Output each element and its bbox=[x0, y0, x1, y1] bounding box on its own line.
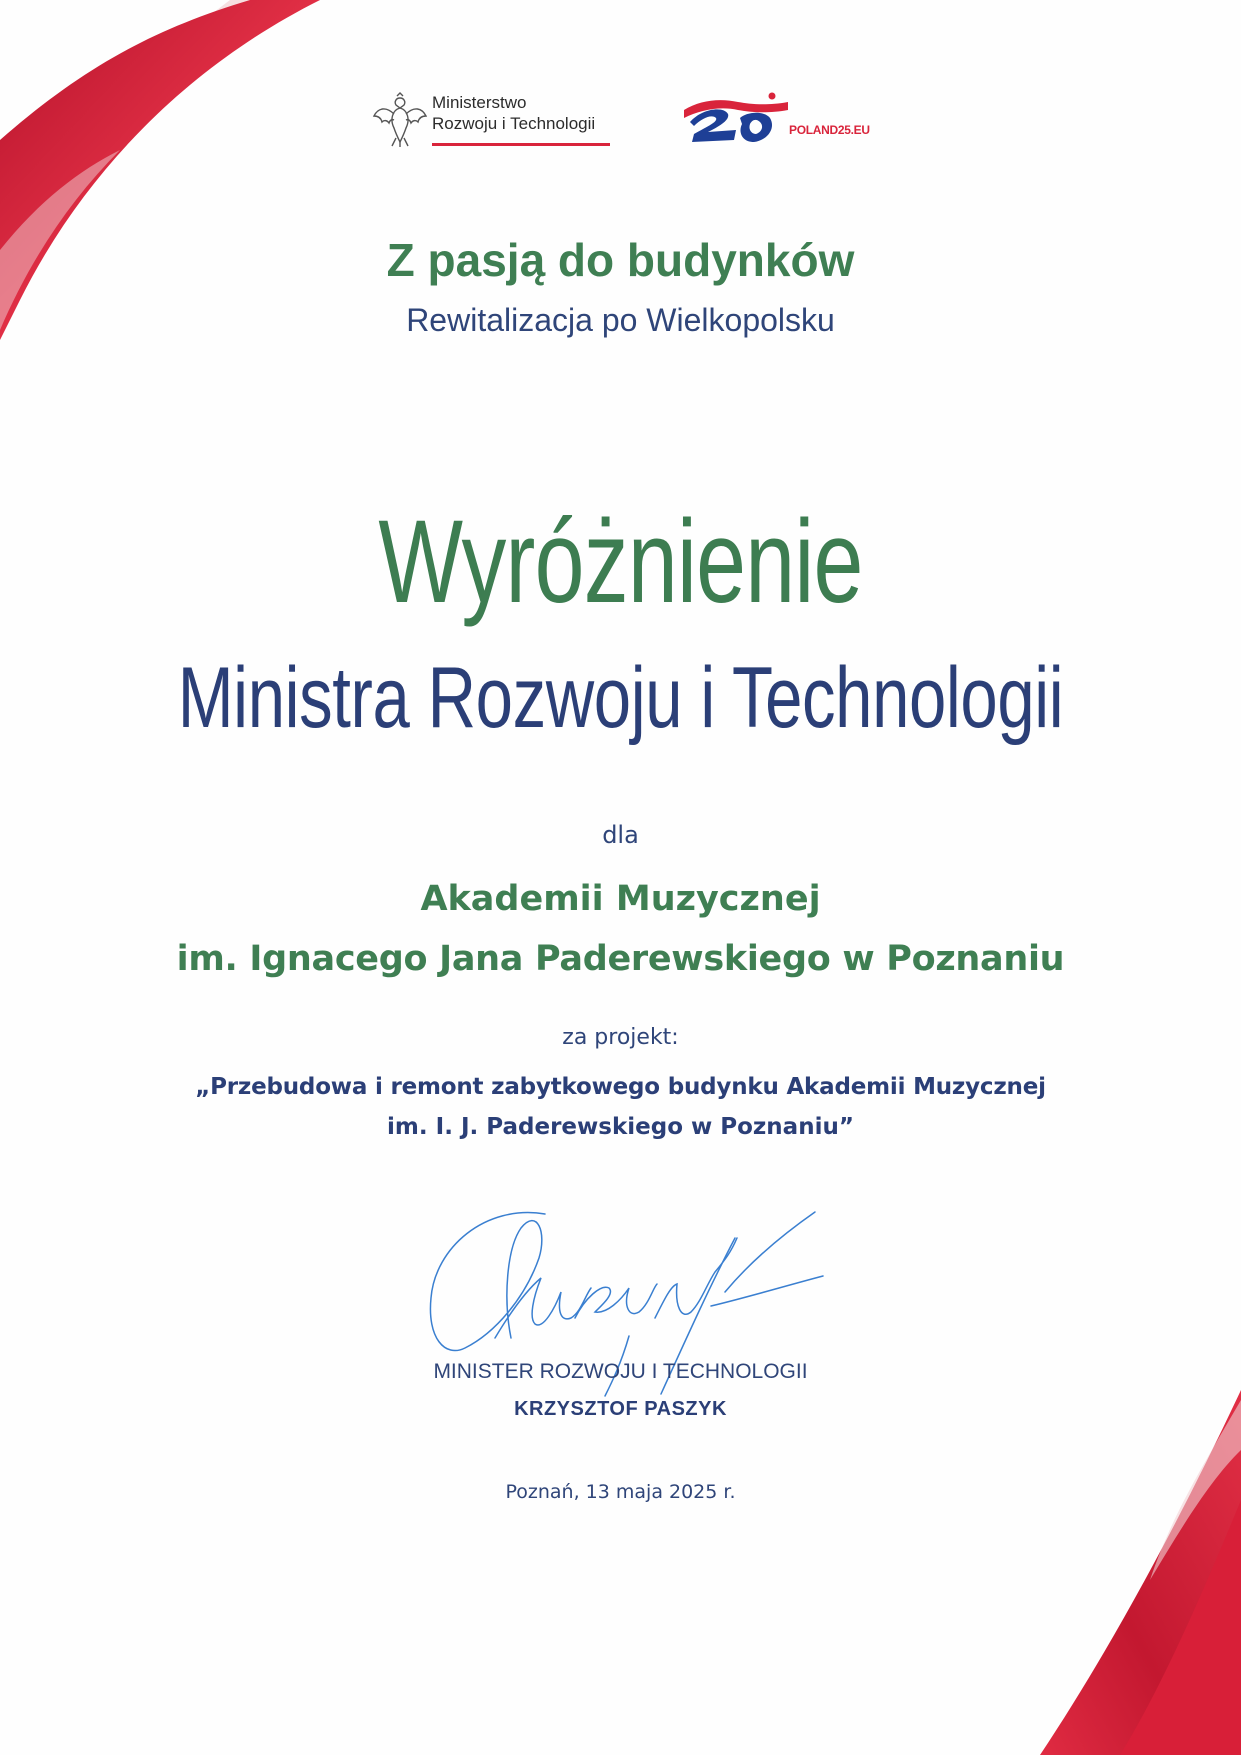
recipient-name-line1: Akademii Muzycznej bbox=[420, 879, 821, 919]
ministry-name-line1: Ministerstwo bbox=[432, 93, 527, 112]
competition-subtitle: Rewitalizacja po Wielkopolsku bbox=[406, 302, 835, 338]
ministry-name bbox=[432, 92, 595, 134]
ministry-name-line2: Rozwoju i Technologii bbox=[432, 114, 596, 133]
signatory-name: KRZYSZTOF PASZYK bbox=[514, 1398, 727, 1420]
signatory-title: MINISTER ROZWOJU I TECHNOLOGII bbox=[433, 1360, 808, 1383]
poland25-label: POLAND25.EU bbox=[789, 123, 870, 137]
award-issuer: Ministra Rozwoju i Technologii bbox=[177, 650, 1064, 746]
award-heading: Wyróżnienie bbox=[378, 496, 863, 628]
recipient-name-line2: im. Ignacego Jana Paderewskiego w Poznaniu bbox=[176, 939, 1065, 979]
place-and-date: Poznań, 13 maja 2025 r. bbox=[505, 1481, 736, 1503]
recipient-intro: dla bbox=[602, 821, 639, 849]
project-intro: za projekt: bbox=[562, 1025, 679, 1050]
project-name-line2: im. I. J. Paderewskiego w Poznaniu” bbox=[387, 1114, 854, 1140]
project-name-line1: „Przebudowa i remont zabytkowego budynku Akademii Muzycznej bbox=[195, 1074, 1046, 1100]
competition-title: Z pasją do budynków bbox=[386, 234, 855, 286]
polish-eagle-emblem bbox=[372, 92, 428, 148]
ministry-underline bbox=[432, 143, 610, 146]
poland25-presidency-logo bbox=[680, 88, 790, 150]
